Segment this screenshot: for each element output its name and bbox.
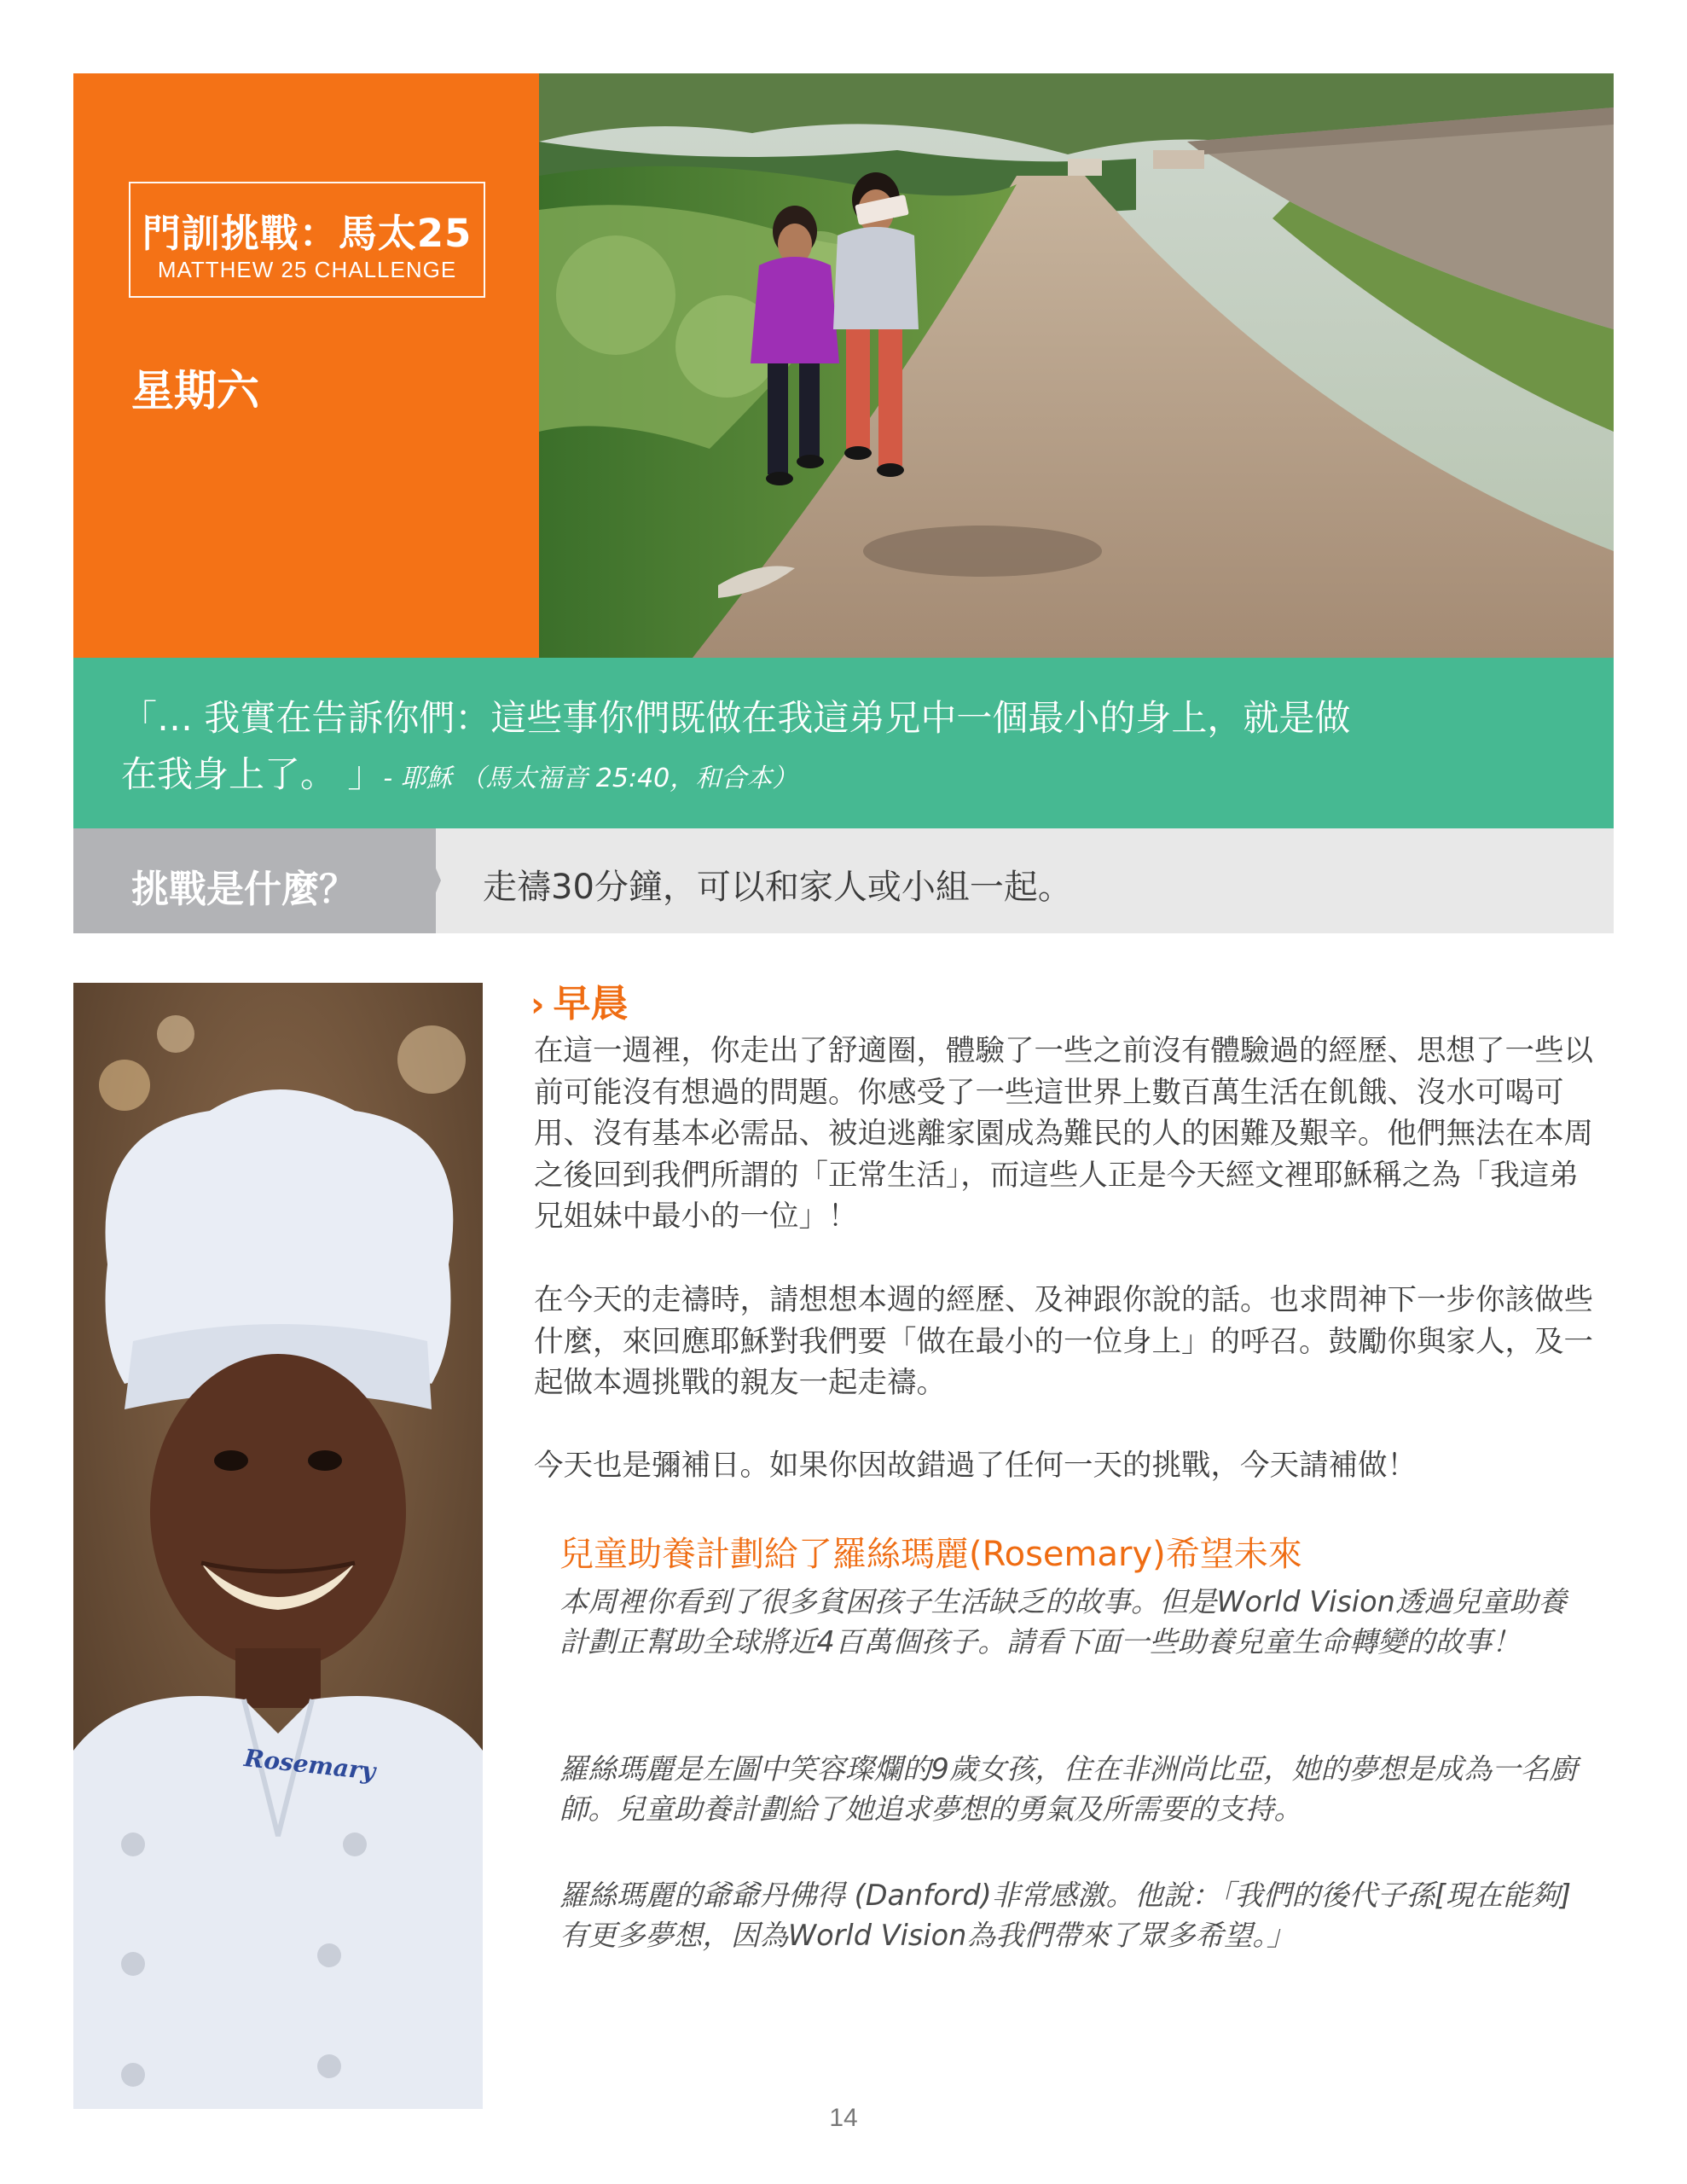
girls-walking-photo — [539, 73, 1614, 658]
day-title: 星期六 — [131, 366, 259, 415]
story-paragraph-2: 羅絲瑪麗是左圖中笑容璨爛的9歲女孩，住在非洲尚比亞，她的夢想是成為一名廚師。兒童助養計劃給了她追求夢想的勇氣及所需要的支持。 — [559, 1752, 1578, 1826]
story-paragraph-1: 本周裡你看到了很多貧困孩子生活缺乏的故事。但是World Vision透過兒童助養計劃正幫助全球將近4百萬個孩子。請看下面一些助養兒童生命轉變的故事！ — [559, 1585, 1567, 1658]
morning-paragraph-2: 在今天的走禱時，請想想本週的經歷、及神跟你說的話。也求問神下一步你該做些什麼，來回應耶穌對我們要「做在最小的一位身上」的呼召。鼓勵你與家人，及一起做本週挑戰的親友一起走禱。 — [534, 1283, 1593, 1400]
scripture-band — [73, 658, 1614, 828]
page-number: 14 — [829, 2104, 858, 2132]
scripture-citation: - 耶穌 （馬太福音 25:40，和合本） — [383, 764, 798, 793]
challenge-title-zh: 門訓挑戰：馬太25 — [142, 211, 472, 256]
story-paragraph-3: 羅絲瑪麗的爺爺丹佛得 (Danford)非常感激。他說：「我們的後代子孫[現在能夠]有更多夢想，因為World Vision為我們帶來了眾多希望。」 — [559, 1879, 1572, 1952]
rosemary-chef-photo — [73, 983, 483, 2109]
scripture-text-line2: 在我身上了。 」 — [121, 753, 384, 795]
morning-heading-text: 早晨 — [553, 982, 629, 1025]
scripture-text: 「… 我實在告訴你們：這些事你們既做在我這弟兄中一個最小的身上，就是做 — [121, 697, 1351, 739]
chevron-right-icon: › — [530, 985, 545, 1025]
jacket-name-embroidery: Rosemary — [242, 1744, 377, 1786]
challenge-title-en: MATTHEW 25 CHALLENGE — [157, 257, 457, 282]
challenge-label: 挑戰是什麼？ — [131, 868, 357, 911]
story-heading: 兒童助養計劃給了羅絲瑪麗(Rosemary)希望未來 — [559, 1535, 1302, 1574]
morning-paragraph-3: 今天也是彌補日。如果你因故錯過了任何一天的挑戰，今天請補做！ — [534, 1449, 1417, 1483]
challenge-title-box — [129, 182, 485, 298]
morning-paragraph-1: 在這一週裡，你走出了舒適圈，體驗了一些之前沒有體驗過的經歷、思想了一些以前可能沒有想過的問題。你感受了一些這世界上數百萬生活在飢餓、沒水可喝可用、沒有基本必需品、被迫逃離家園成為難民的人的困難及艱辛。他們無法在本周之後回到我們所謂的「正常生活」，而這些人正是今天經文裡耶穌稱之為「我這弟兄姐妹中最小的一位」！ — [534, 1034, 1593, 1234]
morning-heading — [530, 973, 628, 1027]
challenge-label-arrow — [419, 828, 441, 933]
challenge-description: 走禱30分鐘，可以和家人或小組一起。 — [483, 868, 1072, 907]
challenge-band — [73, 828, 1614, 933]
scripture-text-end — [121, 746, 797, 798]
